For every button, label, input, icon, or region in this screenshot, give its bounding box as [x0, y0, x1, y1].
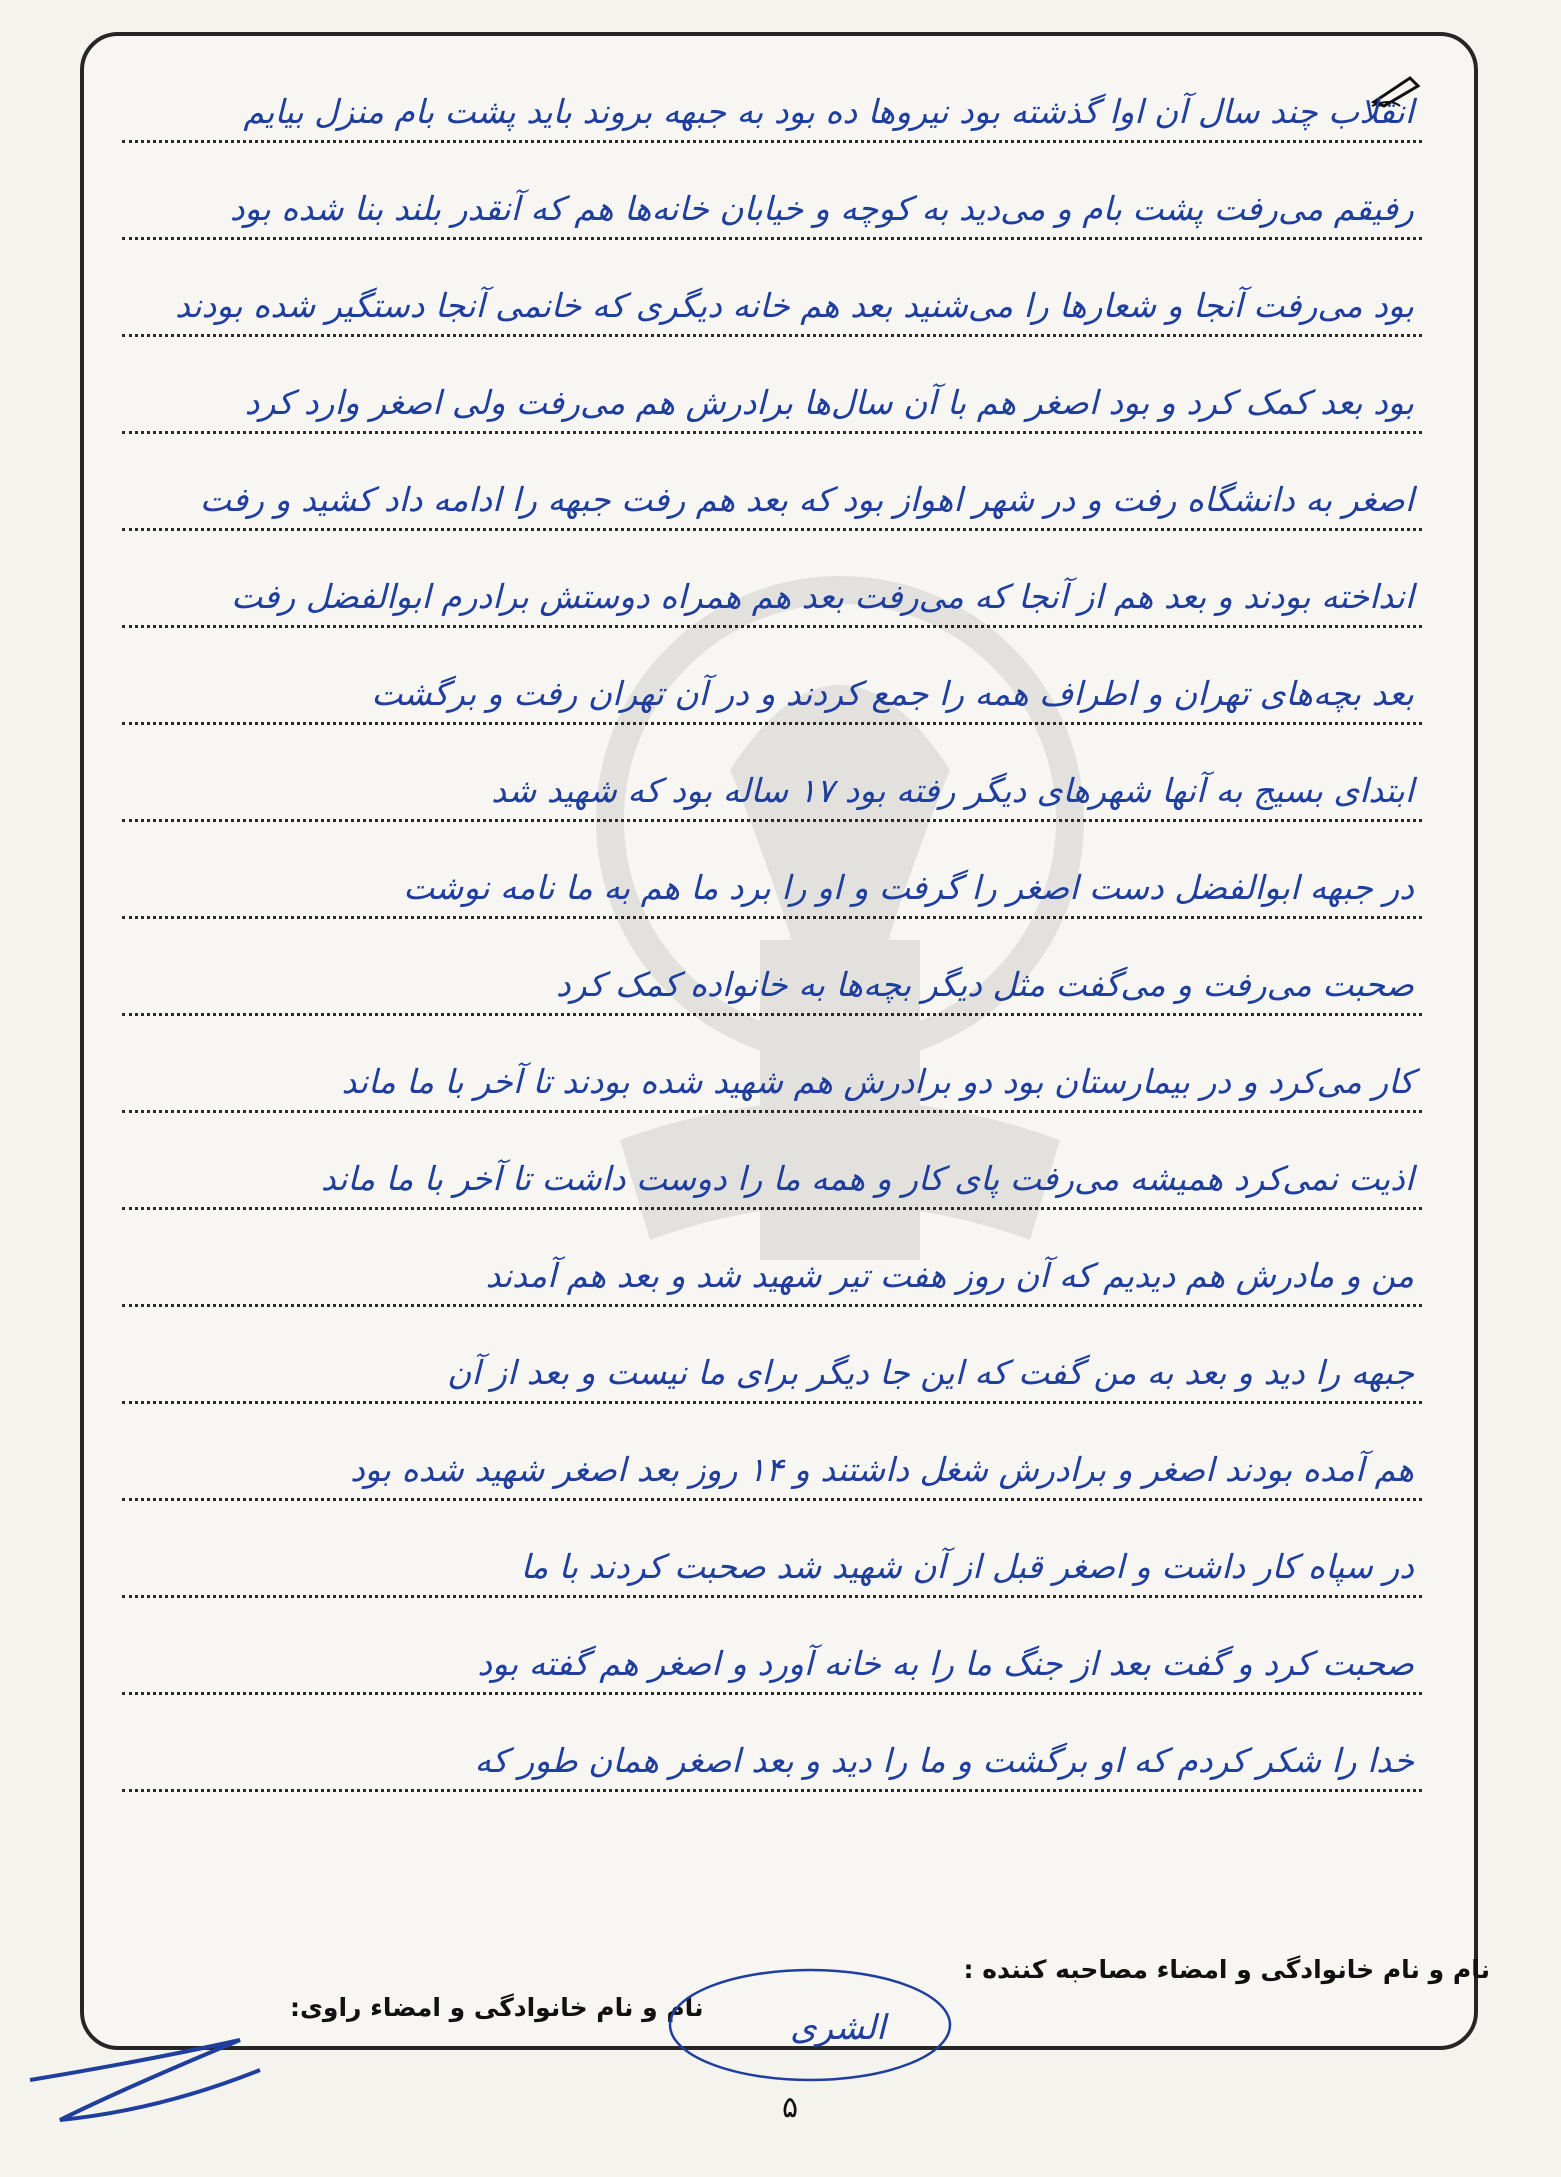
handwritten-line-6: انداخته بودند و بعد هم از آنجا که می‌رفت بعد هم همراه دوستش برادرم ابوالفضل رفت [231, 577, 1414, 616]
text-line [122, 371, 1422, 461]
text-line [122, 953, 1422, 1043]
text-line [122, 662, 1422, 752]
dotted-rule [122, 140, 1422, 143]
dotted-rule [122, 1401, 1422, 1404]
dotted-rule [122, 1498, 1422, 1501]
handwritten-line-10: صحبت می‌رفت و می‌گفت مثل دیگر بچه‌ها به خانواده کمک کرد [555, 965, 1414, 1004]
handwritten-line-14: جبهه را دید و بعد به من گفت که این جا دیگر برای ما نیست و بعد از آن [447, 1353, 1414, 1392]
handwritten-line-8: ابتدای بسیج به آنها شهرهای دیگر رفته بود ۱۷ ساله بود که شهید شد [491, 771, 1414, 810]
handwritten-line-9: در جبهه ابوالفضل دست اصغر را گرفت و او را برد ما هم به ما نامه نوشت [403, 868, 1414, 907]
handwritten-line-13: من و مادرش هم دیدیم که آن روز هفت تیر شهید شد و بعد هم آمدند [485, 1256, 1414, 1295]
interviewer-signature: الشری [790, 2008, 886, 2048]
text-line [122, 1244, 1422, 1334]
text-line [122, 1341, 1422, 1431]
dotted-rule [122, 1110, 1422, 1113]
dotted-rule [122, 1304, 1422, 1307]
dotted-rule [122, 1013, 1422, 1016]
dotted-rule [122, 819, 1422, 822]
dotted-rule [122, 916, 1422, 919]
dotted-rule [122, 237, 1422, 240]
handwritten-line-2: رفیقم می‌رفت پشت بام و می‌دید به کوچه و خیابان خانه‌ها هم که آنقدر بلند بنا شده بود [229, 189, 1414, 228]
handwritten-line-1: انقلاب چند سال آن اوا گذشته بود نیروها ده بود به جبهه بروند باید پشت بام منزل بیایم [243, 92, 1414, 131]
text-line [122, 1147, 1422, 1237]
dotted-rule [122, 334, 1422, 337]
handwritten-line-7: بعد بچه‌های تهران و اطراف همه را جمع کردند و در آن تهران رفت و برگشت [371, 674, 1414, 713]
text-line [122, 1729, 1422, 1819]
text-line [122, 1535, 1422, 1625]
handwritten-line-17: صحبت کرد و گفت بعد از جنگ ما را به خانه آورد و اصغر هم گفته بود [477, 1644, 1414, 1683]
text-line [122, 856, 1422, 946]
dotted-rule [122, 1692, 1422, 1695]
handwritten-line-11: کار می‌کرد و در بیمارستان بود دو برادرش هم شهید شده بودند تا آخر با ما ماند [341, 1062, 1414, 1101]
handwritten-body [122, 60, 1422, 1960]
dotted-rule [122, 722, 1422, 725]
text-line [122, 565, 1422, 655]
text-line [122, 1632, 1422, 1722]
narrator-signature-label: نام و نام خانوادگی و امضاء راوی: [290, 1993, 704, 2022]
handwritten-line-12: اذیت نمی‌کرد همیشه می‌رفت پای کار و همه ما را دوست داشت تا آخر با ما ماند [320, 1159, 1414, 1198]
text-line [122, 468, 1422, 558]
dotted-rule [122, 1207, 1422, 1210]
handwritten-line-16: در سپاه کار داشت و اصغر قبل از آن شهید شد صحبت کردند با ما [520, 1547, 1414, 1586]
text-line [122, 274, 1422, 364]
text-line [122, 177, 1422, 267]
handwritten-line-5: اصغر به دانشگاه رفت و در شهر اهواز بود که بعد هم رفت جبهه را ادامه داد کشید و رفت [199, 480, 1414, 519]
page-number: ۵ [781, 2090, 799, 2125]
dotted-rule [122, 431, 1422, 434]
text-line [122, 759, 1422, 849]
handwritten-line-4: بود بعد کمک کرد و بود اصغر هم با آن سال‌ها برادرش هم می‌رفت ولی اصغر وارد کرد [244, 383, 1414, 422]
text-line [122, 1438, 1422, 1528]
text-line [122, 1050, 1422, 1140]
dotted-rule [122, 1595, 1422, 1598]
dotted-rule [122, 625, 1422, 628]
narrator-signature-stroke [30, 2040, 260, 2120]
interviewer-signature-label: نام و نام خانوادگی و امضاء مصاحبه کننده : [963, 1955, 1490, 1984]
handwritten-line-15: هم آمده بودند اصغر و برادرش شغل داشتند و ۱۴ روز بعد اصغر شهید شده بود [350, 1450, 1414, 1489]
handwritten-line-3: بود می‌رفت آنجا و شعارها را می‌شنید بعد هم خانه دیگری که خانمی آنجا دستگیر شده بودند [175, 286, 1414, 325]
text-line [122, 80, 1422, 170]
handwritten-line-18: خدا را شکر کردم که او برگشت و ما را دید و بعد اصغر همان طور که [474, 1741, 1414, 1780]
dotted-rule [122, 528, 1422, 531]
dotted-rule [122, 1789, 1422, 1792]
